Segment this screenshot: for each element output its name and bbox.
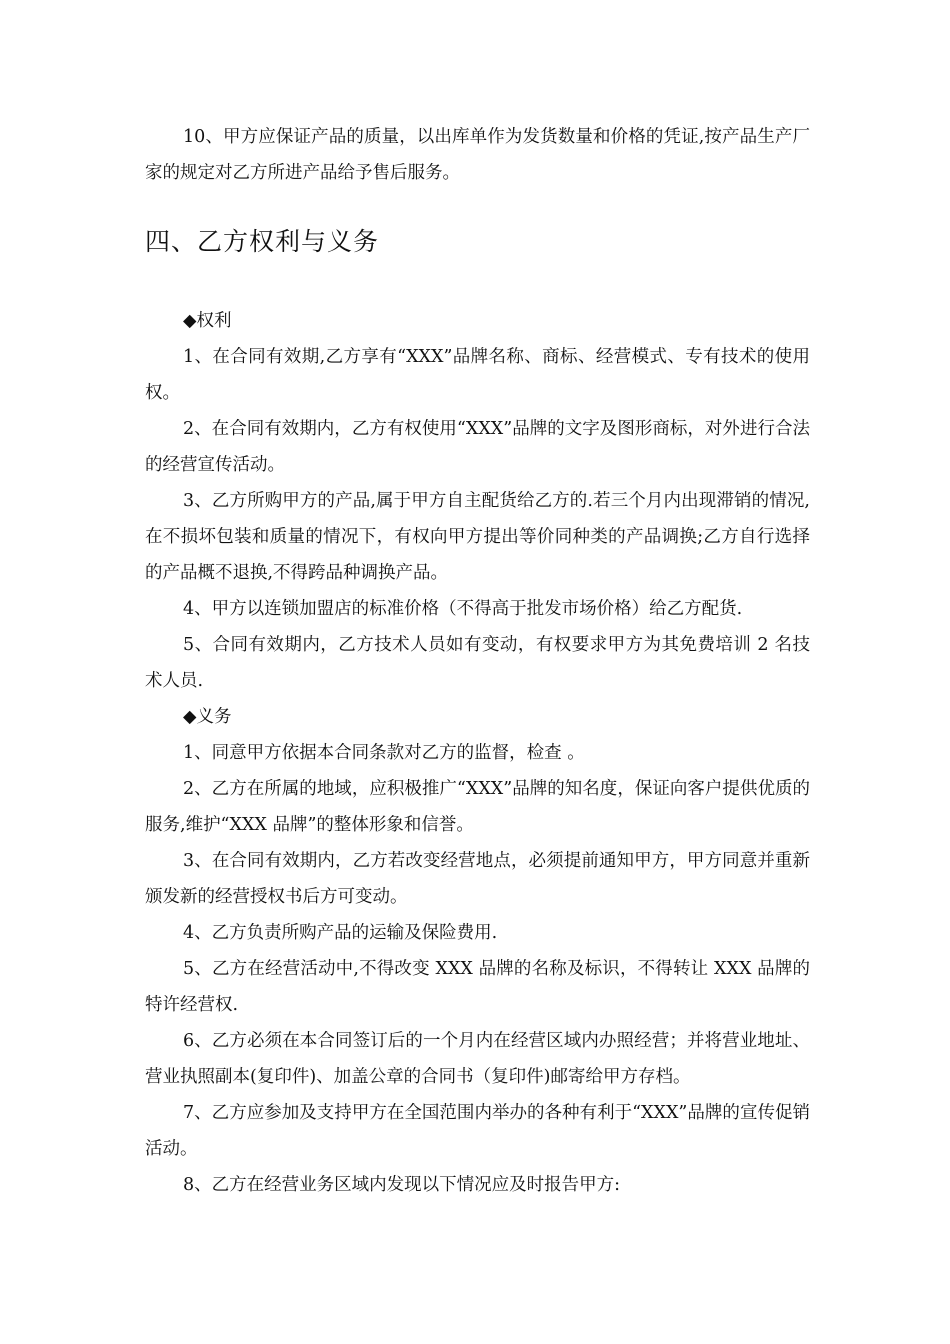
duties-item-4: 4、乙方负责所购产品的运输及保险费用.: [183, 923, 498, 943]
duties-item-6: 6、乙方必须在本合同签订后的一个月内在经营区域内办照经营；并将营业地址、营业执照副本(复印件)、加盖公章的合同书（复印件)邮寄给甲方存档。: [145, 1031, 810, 1087]
duties-item-2: 2、乙方在所属的地域，应积极推广“XXX”品牌的知名度，保证向客户提供优质的服务,维护“XXX 品牌”的整体形象和信誉。: [145, 779, 810, 835]
rights-item-3: 3、乙方所购甲方的产品,属于甲方自主配货给乙方的.若三个月内出现滞销的情况,在不损坏包装和质量的情况下，有权向甲方提出等价同种类的产品调换;乙方自行选择的产品概不退换,不得跨品种调换产品。: [145, 491, 810, 583]
duties-item-5: 5、乙方在经营活动中,不得改变 XXX 品牌的名称及标识，不得转让 XXX 品牌的特许经营权.: [145, 959, 810, 1015]
duties-item-7: 7、乙方应参加及支持甲方在全国范围内举办的各种有利于“XXX”品牌的宣传促销活动。: [145, 1103, 810, 1159]
rights-item-1: 1、在合同有效期,乙方享有“XXX”品牌名称、商标、经营模式、专有技术的使用权。: [145, 347, 810, 403]
rights-item-4: 4、甲方以连锁加盟店的标准价格（不得高于批发市场价格）给乙方配货.: [183, 599, 743, 619]
rights-item-5: 5、合同有效期内，乙方技术人员如有变动，有权要求甲方为其免费培训 2 名技术人员.: [145, 635, 810, 691]
duties-item-8: 8、乙方在经营业务区域内发现以下情况应及时报告甲方:: [183, 1175, 621, 1195]
rights-item-2: 2、在合同有效期内，乙方有权使用“XXX”品牌的文字及图形商标，对外进行合法的经营宣传活动。: [145, 419, 810, 475]
intro-paragraph: 10、甲方应保证产品的质量，以出库单作为发货数量和价格的凭证,按产品生产厂家的规定对乙方所进产品给予售后服务。: [145, 127, 810, 183]
duties-item-1: 1、同意甲方依据本合同条款对乙方的监督，检查 。: [183, 743, 585, 763]
section-title: 四、乙方权利与义务: [145, 227, 380, 256]
duties-heading: ◆义务: [183, 707, 232, 727]
rights-heading: ◆权利: [183, 311, 232, 331]
duties-item-3: 3、在合同有效期内，乙方若改变经营地点，必须提前通知甲方，甲方同意并重新颁发新的经营授权书后方可变动。: [145, 851, 810, 907]
